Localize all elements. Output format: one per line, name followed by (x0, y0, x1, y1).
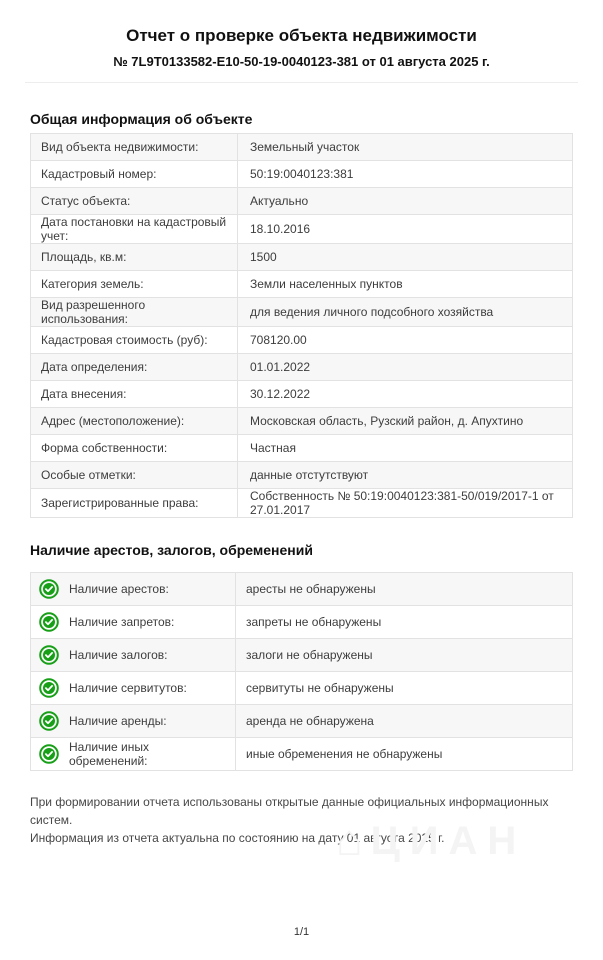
section-heading-general: Общая информация об объекте (30, 111, 253, 127)
row-value: 708120.00 (238, 327, 573, 354)
table-row (31, 573, 573, 606)
row-value: Московская область, Рузский район, д. Апухтино (238, 408, 573, 435)
table-row (31, 188, 573, 215)
check-circle-icon (39, 678, 59, 698)
check-circle-icon (39, 744, 59, 764)
table-row (31, 489, 573, 518)
row-value: аресты не обнаружены (236, 573, 573, 606)
row-label: Дата определения: (31, 354, 238, 381)
table-row (31, 381, 573, 408)
row-value: сервитуты не обнаружены (236, 672, 573, 705)
row-value: Земельный участок (238, 134, 573, 161)
table-row (31, 408, 573, 435)
row-value: для ведения личного подсобного хозяйства (238, 298, 573, 327)
row-value: иные обременения не обнаружены (236, 738, 573, 771)
row-label: Вид разрешенного использования: (31, 298, 238, 327)
check-circle-icon (39, 711, 59, 731)
table-row (31, 134, 573, 161)
table-row (31, 161, 573, 188)
row-label: Дата постановки на кадастровый учет: (31, 215, 238, 244)
row-label: Наличие аренды: (69, 714, 167, 728)
section-heading-encumbrances: Наличие арестов, залогов, обременений (30, 542, 313, 558)
table-row (31, 738, 573, 771)
table-row (31, 271, 573, 298)
table-row (31, 672, 573, 705)
table-row (31, 354, 573, 381)
house-icon: ⌂ (336, 816, 363, 865)
row-label: Наличие запретов: (69, 615, 175, 629)
table-row (31, 639, 573, 672)
check-circle-icon (39, 645, 59, 665)
encumbrances-table (30, 572, 573, 771)
row-label: Вид объекта недвижимости: (31, 134, 238, 161)
table-row (31, 606, 573, 639)
row-label: Площадь, кв.м: (31, 244, 238, 271)
row-value: запреты не обнаружены (236, 606, 573, 639)
table-row (31, 327, 573, 354)
watermark-text: ЦИАН (370, 818, 527, 863)
row-value: данные отстутствуют (238, 462, 573, 489)
row-label: Наличие арестов: (69, 582, 169, 596)
row-label: Наличие сервитутов: (69, 681, 187, 695)
cian-watermark (336, 816, 526, 866)
row-label: Статус объекта: (31, 188, 238, 215)
header-divider (25, 82, 578, 83)
row-label: Зарегистрированные права: (31, 489, 238, 518)
row-label: Категория земель: (31, 271, 238, 298)
row-label: Особые отметки: (31, 462, 238, 489)
row-label: Наличие залогов: (69, 648, 168, 662)
footer-line-1: При формировании отчета использованы открытые данные официальных информационных систем. (30, 795, 549, 827)
row-value: Актуально (238, 188, 573, 215)
row-value: 01.01.2022 (238, 354, 573, 381)
table-row (31, 705, 573, 738)
row-value: аренда не обнаружена (236, 705, 573, 738)
row-value: 30.12.2022 (238, 381, 573, 408)
footer-line-2: Информация из отчета актуальна по состоянию на дату 01 августа 2025 г. (30, 831, 445, 845)
row-value: залоги не обнаружены (236, 639, 573, 672)
page-number: 1/1 (293, 926, 310, 938)
check-circle-icon (39, 612, 59, 632)
table-row (31, 215, 573, 244)
row-label: Дата внесения: (31, 381, 238, 408)
row-value: 50:19:0040123:381 (238, 161, 573, 188)
row-value: Земли населенных пунктов (238, 271, 573, 298)
row-value: 18.10.2016 (238, 215, 573, 244)
row-value: Частная (238, 435, 573, 462)
general-info-table (30, 133, 573, 518)
table-row (31, 244, 573, 271)
row-label: Наличие иных обременений: (69, 740, 149, 768)
row-label: Форма собственности: (31, 435, 238, 462)
table-row (31, 462, 573, 489)
table-row (31, 298, 573, 327)
row-value: Собственность № 50:19:0040123:381-50/019/2017-1 от 27.01.2017 (238, 489, 573, 518)
row-label: Кадастровая стоимость (руб): (31, 327, 238, 354)
check-circle-icon (39, 579, 59, 599)
report-number: № 7L9T0133582-E10-50-19-0040123-381 от 01 августа 2025 г. (113, 54, 490, 69)
row-value: 1500 (238, 244, 573, 271)
row-label: Адрес (местоположение): (31, 408, 238, 435)
table-row (31, 435, 573, 462)
row-label: Кадастровый номер: (31, 161, 238, 188)
page-title: Отчет о проверке объекта недвижимости (126, 26, 477, 45)
